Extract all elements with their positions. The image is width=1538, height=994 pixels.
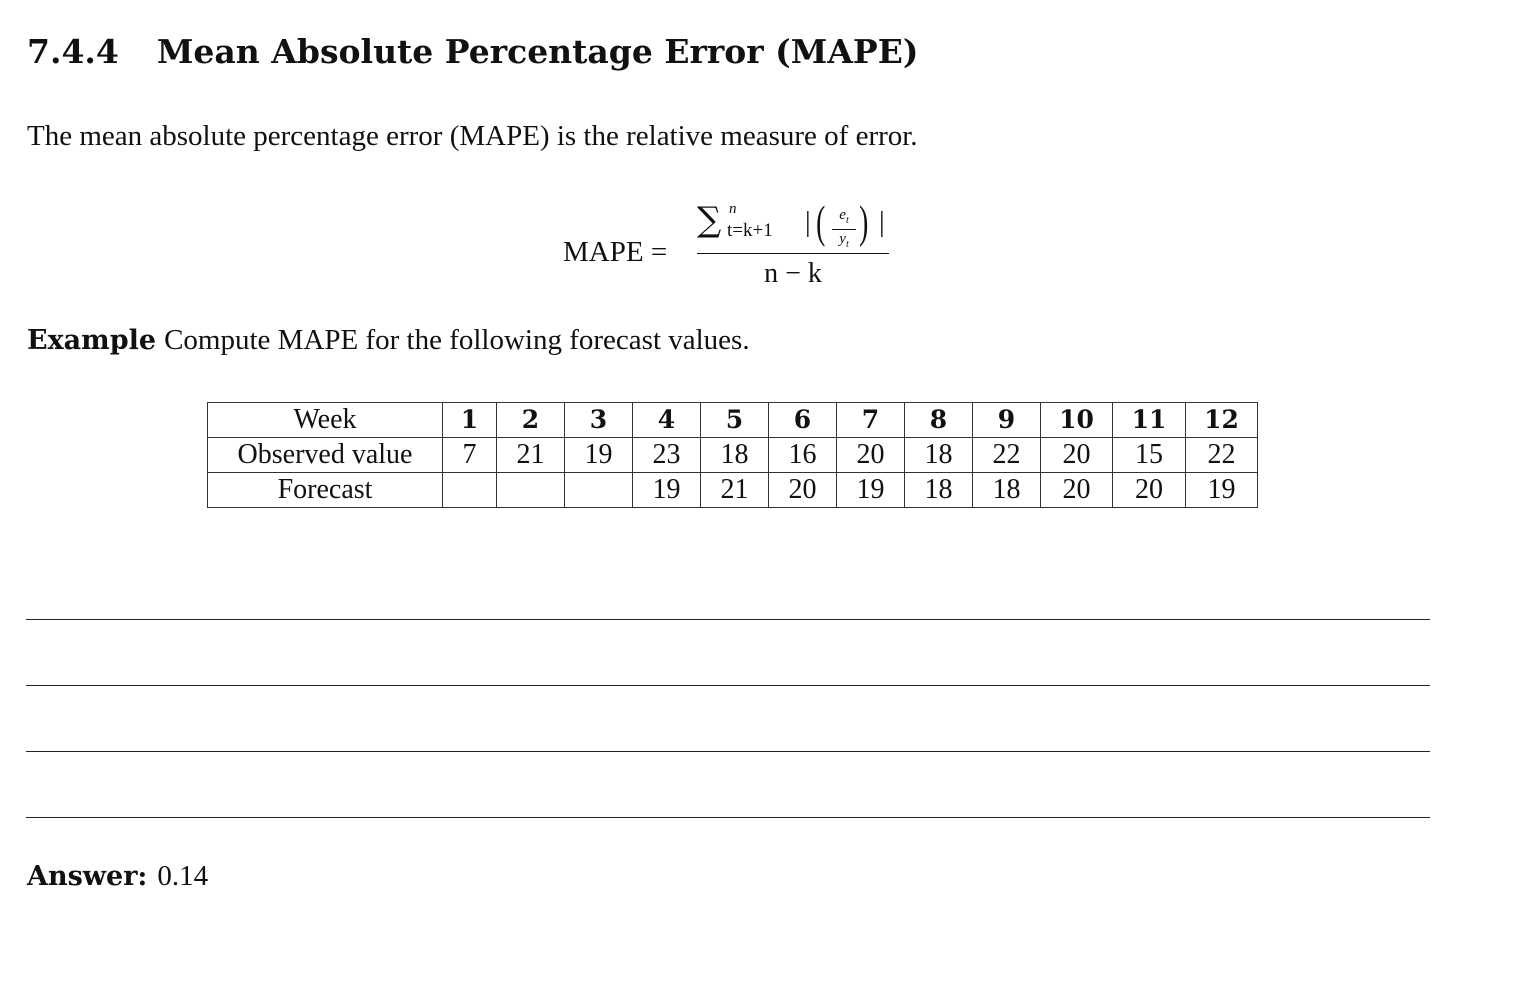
week-row — [208, 403, 1258, 438]
observed-cell: 16 — [769, 438, 837, 473]
formula-lhs: MAPE = — [563, 236, 668, 268]
ratio-numerator: e — [839, 207, 846, 223]
forecast-cell: 21 — [701, 473, 769, 508]
observed-cell: 7 — [443, 438, 497, 473]
week-cell: 12 — [1186, 403, 1258, 438]
forecast-cell: 19 — [837, 473, 905, 508]
row-label: Week — [208, 403, 443, 438]
forecast-table — [207, 402, 1258, 508]
formula-denominator: n − k — [764, 258, 822, 289]
observed-cell: 18 — [701, 438, 769, 473]
answer-label: Answer: — [27, 861, 148, 892]
observed-cell: 19 — [565, 438, 633, 473]
observed-cell: 18 — [905, 438, 973, 473]
week-cell: 10 — [1041, 403, 1113, 438]
week-cell: 4 — [633, 403, 701, 438]
example-paragraph — [27, 320, 750, 361]
paren-right: ) — [859, 196, 869, 247]
answer-line-1 — [26, 619, 1430, 620]
section-title: Mean Absolute Percentage Error (MAPE) — [156, 32, 919, 71]
observed-cell: 23 — [633, 438, 701, 473]
error-ratio — [832, 208, 856, 252]
sum-symbol: ∑ — [697, 200, 722, 240]
answer-paragraph — [27, 856, 208, 897]
forecast-cell: 19 — [1186, 473, 1258, 508]
week-cell: 6 — [769, 403, 837, 438]
example-label: Example — [27, 325, 157, 356]
week-cell: 3 — [565, 403, 633, 438]
sum-upper-limit: n — [729, 201, 737, 217]
week-cell: 7 — [837, 403, 905, 438]
intro-paragraph: The mean absolute percentage error (MAPE) is the relative measure of error. — [27, 120, 918, 152]
week-cell: 8 — [905, 403, 973, 438]
forecast-cell: 19 — [633, 473, 701, 508]
observed-cell: 22 — [973, 438, 1041, 473]
ratio-denominator: y — [839, 231, 846, 247]
observed-row — [208, 438, 1258, 473]
forecast-cell: 20 — [769, 473, 837, 508]
forecast-cell — [443, 473, 497, 508]
forecast-cell: 20 — [1113, 473, 1186, 508]
row-label: Observed value — [208, 438, 443, 473]
abs-bar-left: | — [805, 207, 811, 238]
ratio-denominator-sub: t — [845, 239, 849, 250]
week-cell: 1 — [443, 403, 497, 438]
formula-numerator — [697, 198, 889, 252]
week-cell: 5 — [701, 403, 769, 438]
observed-cell: 20 — [1041, 438, 1113, 473]
observed-cell: 22 — [1186, 438, 1258, 473]
forecast-cell: 20 — [1041, 473, 1113, 508]
abs-bar-right: | — [879, 207, 885, 238]
week-cell: 11 — [1113, 403, 1186, 438]
observed-cell: 15 — [1113, 438, 1186, 473]
answer-line-4 — [26, 817, 1430, 818]
forecast-row — [208, 473, 1258, 508]
observed-cell: 20 — [837, 438, 905, 473]
section-number: 7.4.4 — [27, 32, 119, 71]
answer-line-3 — [26, 751, 1430, 752]
section-heading — [27, 28, 919, 76]
sum-lower-limit: t=k+1 — [727, 220, 773, 241]
example-text: Compute MAPE for the following forecast values. — [164, 324, 750, 356]
forecast-cell — [497, 473, 565, 508]
week-cell: 9 — [973, 403, 1041, 438]
row-label: Forecast — [208, 473, 443, 508]
week-cell: 2 — [497, 403, 565, 438]
answer-line-2 — [26, 685, 1430, 686]
paren-left: ( — [816, 196, 826, 247]
ratio-numerator-sub: t — [845, 215, 849, 226]
forecast-cell: 18 — [905, 473, 973, 508]
observed-cell: 21 — [497, 438, 565, 473]
fraction-bar — [697, 253, 889, 254]
answer-value: 0.14 — [157, 860, 209, 892]
forecast-cell — [565, 473, 633, 508]
mape-formula — [563, 198, 903, 293]
forecast-cell: 18 — [973, 473, 1041, 508]
